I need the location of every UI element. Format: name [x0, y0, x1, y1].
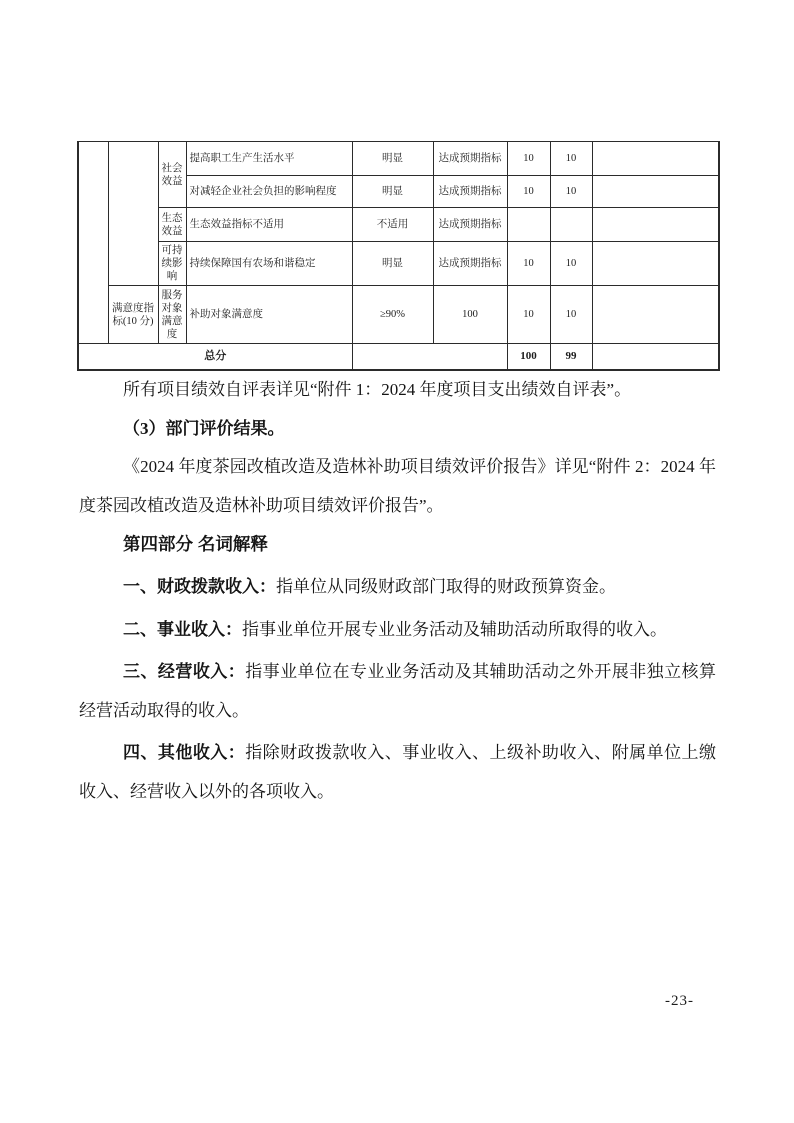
cell-full-score-1: 10 — [507, 142, 550, 176]
cell-note-3 — [592, 208, 719, 242]
cell-note-2 — [592, 176, 719, 208]
cell-note-1 — [592, 142, 719, 176]
cell-satisfaction-category: 满意度指标(10 分) — [108, 286, 158, 344]
cell-total-score: 99 — [550, 344, 592, 370]
cell-total-blank — [352, 344, 507, 370]
paragraph-self-eval-note: 所有项目绩效自评表详见“附件 1：2024 年度项目支出绩效自评表”。 — [123, 380, 632, 399]
term-other-income — [79, 734, 716, 811]
term-lead-1: 一、财政拨款收入： — [123, 576, 276, 596]
term-business-income — [79, 653, 716, 730]
cell-full-score-5: 10 — [507, 286, 550, 344]
cell-indicator-4: 持续保障国有农场和谐稳定 — [186, 242, 352, 286]
performance-indicator-table — [77, 141, 720, 371]
cell-total-full-score: 100 — [507, 344, 550, 370]
cell-indicator-5: 补助对象满意度 — [186, 286, 352, 344]
term-text-2: 指事业单位开展专业业务活动及辅助活动所取得的收入。 — [242, 619, 667, 639]
cell-score-5: 10 — [550, 286, 592, 344]
cell-target-5: ≥90% — [352, 286, 433, 344]
term-text-1: 指单位从同级财政部门取得的财政预算资金。 — [276, 576, 616, 596]
cell-actual-2: 达成预期指标 — [433, 176, 507, 208]
table-row — [78, 286, 719, 344]
cell-group-social-benefit: 社会效益 — [158, 142, 186, 208]
term-lead-4: 四、其他收入： — [123, 743, 246, 763]
cell-indicator-1: 提高职工生产生活水平 — [186, 142, 352, 176]
term-lead-3: 三、经营收入： — [123, 662, 246, 682]
cell-full-score-3 — [507, 208, 550, 242]
term-text-4: 指除财政拨款收入、事业收入、上级补助收入、附属单位上缴收入、经营收入以外的各项收入。 — [79, 743, 717, 801]
term-lead-2: 二、事业收入： — [123, 619, 242, 639]
table-row — [78, 142, 719, 176]
cell-group-service-satisfaction: 服务对象满意度 — [158, 286, 186, 344]
cell-left-stub — [78, 142, 108, 344]
cell-target-2: 明显 — [352, 176, 433, 208]
table-row — [78, 242, 719, 286]
cell-note-5 — [592, 286, 719, 344]
cell-indicator-3: 生态效益指标不适用 — [186, 208, 352, 242]
table-row — [78, 208, 719, 242]
cell-target-4: 明显 — [352, 242, 433, 286]
cell-total-label: 总分 — [78, 344, 352, 370]
term-fiscal-appropriation-income — [79, 568, 716, 607]
term-text-3: 指事业单位在专业业务活动及其辅助活动之外开展非独立核算经营活动取得的收入。 — [79, 662, 717, 720]
paragraph-dept-eval-heading: （3）部门评价结果。 — [123, 418, 285, 438]
cell-score-2: 10 — [550, 176, 592, 208]
cell-score-1: 10 — [550, 142, 592, 176]
table-total-row — [78, 344, 719, 370]
cell-full-score-4: 10 — [507, 242, 550, 286]
cell-target-3: 不适用 — [352, 208, 433, 242]
cell-total-note — [592, 344, 719, 370]
cell-actual-4: 达成预期指标 — [433, 242, 507, 286]
section-heading-part4: 第四部分 名词解释 — [123, 534, 268, 555]
cell-group-sustainable-impact: 可持续影响 — [158, 242, 186, 286]
cell-actual-1: 达成预期指标 — [433, 142, 507, 176]
cell-full-score-2: 10 — [507, 176, 550, 208]
cell-note-4 — [592, 242, 719, 286]
cell-score-4: 10 — [550, 242, 592, 286]
term-operating-income — [79, 611, 716, 650]
cell-target-1: 明显 — [352, 142, 433, 176]
paragraph-eval-report: 《2024 年度茶园改植改造及造林补助项目绩效评价报告》详见“附件 2：2024 年度茶园改植改造及造林补助项目绩效评价报告”。 — [79, 457, 716, 515]
page-number: -23- — [665, 993, 694, 1009]
body-text — [79, 371, 716, 812]
cell-score-3 — [550, 208, 592, 242]
cell-actual-5: 100 — [433, 286, 507, 344]
cell-actual-3: 达成预期指标 — [433, 208, 507, 242]
cell-category-stub — [108, 142, 158, 286]
cell-indicator-2: 对减轻企业社会负担的影响程度 — [186, 176, 352, 208]
cell-group-ecological-benefit: 生态效益 — [158, 208, 186, 242]
